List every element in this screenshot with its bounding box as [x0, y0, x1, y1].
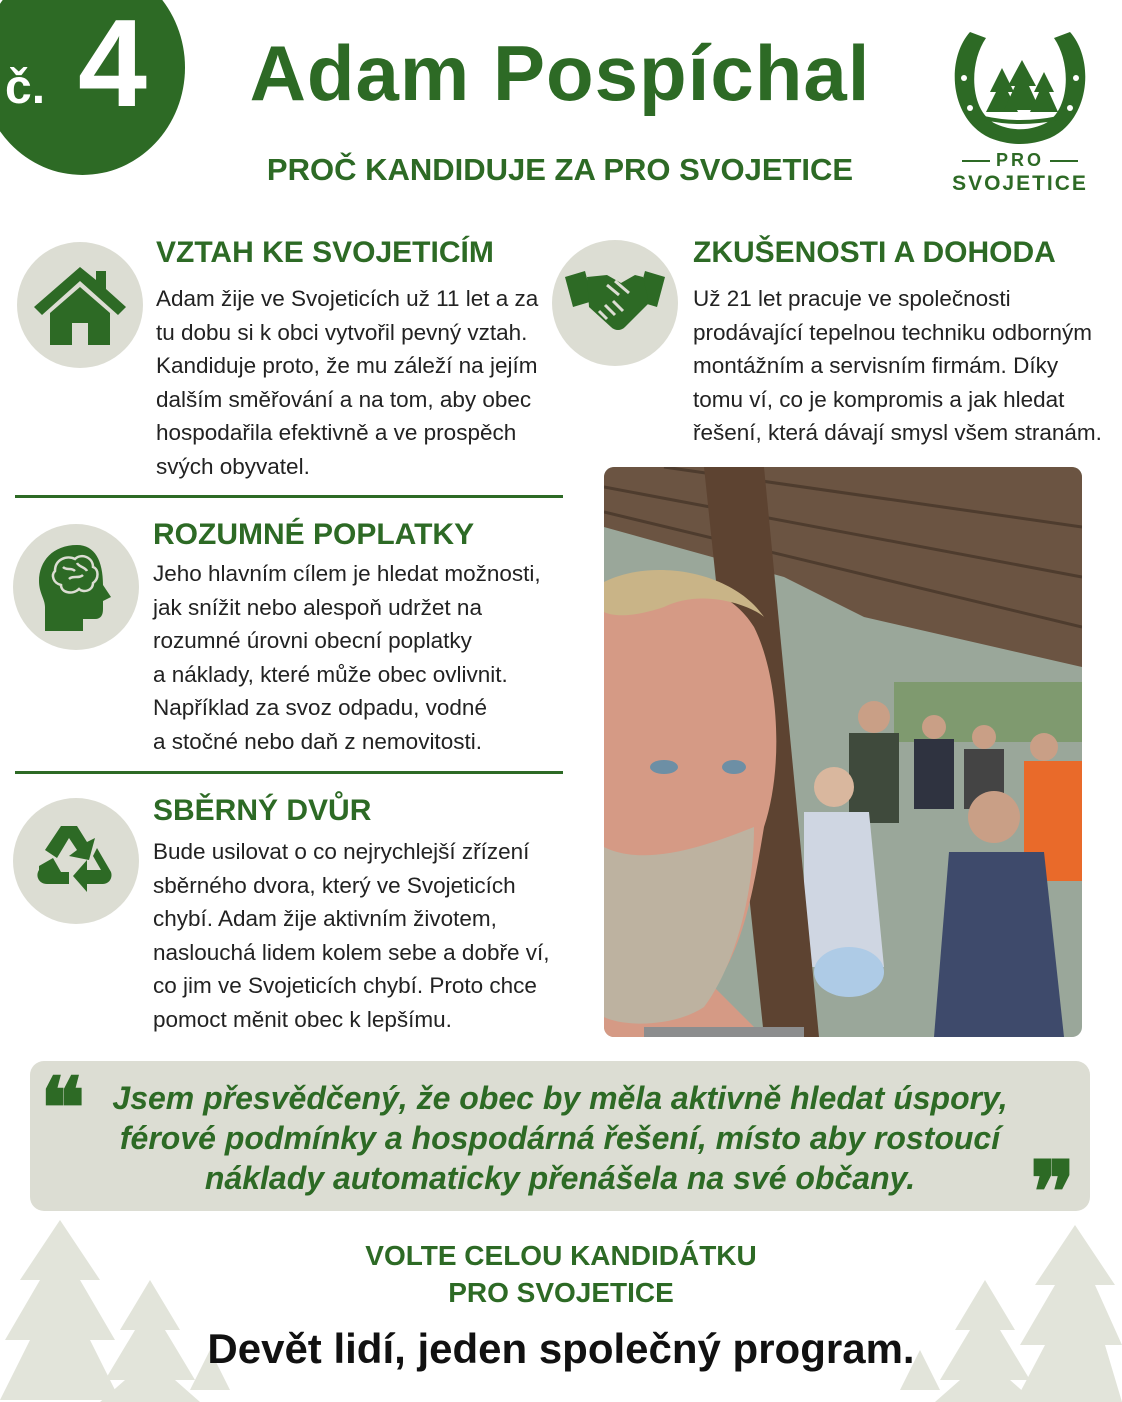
text-line: naslouchá lidem kolem sebe a dobře ví, [153, 939, 550, 965]
logo-line-pro: PRO [940, 150, 1100, 171]
text-line: Bude usilovat o co nejrychlejší zřízení [153, 839, 530, 864]
section-body-poplatky [153, 557, 563, 758]
text-line: co jim ve Svojeticích chybí. Proto chce [153, 973, 537, 998]
candidate-number: 4 [78, 0, 147, 133]
text-line: hospodařila efektivně a ve prospěch [156, 420, 517, 445]
recycle-icon-circle [13, 798, 139, 924]
close-quote-icon: ❞ [1030, 1142, 1076, 1241]
text-line: a náklady, které může obec ovlivnit. [153, 661, 508, 687]
logo-line-svojetice: SVOJETICE [952, 172, 1088, 195]
page-subtitle: PROČ KANDIDUJE ZA PRO SVOJETICE [266, 152, 854, 187]
vote-call-to-action [200, 1237, 922, 1311]
pro-svojetice-logo [940, 20, 1100, 200]
section-divider [15, 771, 563, 774]
section-body-sberny-dvur [153, 835, 563, 1036]
text-line: tu dobu si k obci vytvořil pevný vztah. [156, 319, 528, 345]
text-line: tomu ví, co je kompromis a jak hledat [693, 386, 1065, 412]
text-line: Adam žije ve Svojeticích už 11 let a za [156, 286, 539, 311]
horseshoe-trees-icon [940, 20, 1100, 150]
vote-line: VOLTE CELOU KANDIDÁTKU [365, 1240, 757, 1271]
section-title-zkusenosti: ZKUŠENOSTI A DOHODA [693, 236, 1056, 269]
quote-line: náklady automaticky přenášela na své občany. [204, 1160, 916, 1196]
text-line: rozumné úrovni obecní poplatky [153, 628, 472, 653]
section-divider [15, 495, 563, 498]
text-line: montážním a servisním firmám. Díky [693, 353, 1059, 378]
section-body-zkusenosti [693, 282, 1113, 450]
vote-line: PRO SVOJETICE [448, 1277, 674, 1308]
text-line: chybí. Adam žije aktivním životem, [153, 906, 497, 931]
text-line: Například za svoz odpadu, vodné [153, 695, 487, 720]
text-line: řešení, která dávají smysl všem stranám. [693, 420, 1102, 445]
candidate-name: Adam Pospíchal [249, 29, 871, 117]
text-line: dalším směřování a na tom, aby obec [156, 386, 532, 412]
house-icon [32, 263, 128, 347]
brain-head-icon-circle [13, 524, 139, 650]
handshake-icon [563, 267, 667, 339]
text-line: a stočné nebo daň z nemovitosti. [153, 728, 482, 754]
section-title-poplatky: ROZUMNÉ POPLATKY [153, 518, 475, 551]
quote-line: férové podmínky a hospodárná řešení, místo aby rostoucí [119, 1120, 1001, 1156]
text-line: prodávající tepelnou techniku odborným [693, 319, 1093, 345]
brain-head-icon [33, 541, 119, 633]
text-line: Už 21 let pracuje ve společnosti [693, 286, 1011, 311]
text-line: sběrného dvora, který ve Svojeticích [153, 872, 516, 898]
candidate-number-prefix: č. [5, 61, 46, 114]
slogan: Devět lidí, jeden společný program. [207, 1325, 915, 1372]
section-title-sberny-dvur: SBĚRNÝ DVŮR [153, 794, 372, 827]
house-icon-circle [17, 242, 143, 368]
candidate-photo [604, 467, 1082, 1037]
section-body-vztah [156, 282, 556, 483]
text-line: jak snížit nebo alespoň udržet na [153, 594, 482, 620]
handshake-icon-circle [552, 240, 678, 366]
text-line: svých obyvatel. [156, 453, 310, 479]
text-line: Kandiduje proto, že mu záleží na jejím [156, 353, 538, 378]
open-quote-icon: ❝ [40, 1058, 86, 1157]
text-line: pomoct měnit obec k lepšímu. [153, 1006, 452, 1032]
section-title-vztah: VZTAH KE SVOJETICÍM [156, 236, 494, 269]
quote-line: Jsem přesvědčený, že obec by měla aktivně hledat úspory, [112, 1080, 1008, 1116]
candidate-quote [70, 1078, 1050, 1198]
text-line: Jeho hlavním cílem je hledat možnosti, [153, 561, 541, 586]
recycle-icon [31, 818, 121, 904]
